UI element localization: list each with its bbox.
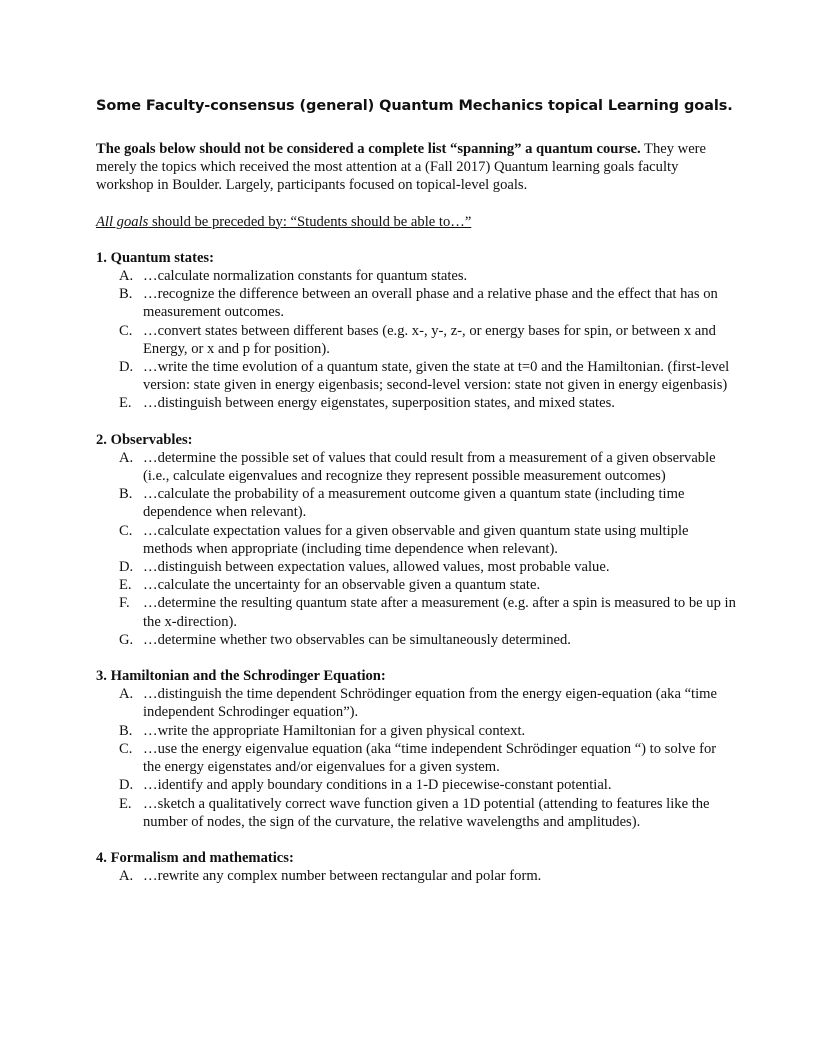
goal-letter: C. (119, 522, 133, 539)
section-heading: 2. Observables: (96, 431, 193, 448)
goal-letter: A. (119, 868, 134, 885)
goal-text: …calculate normalization constants for quantum states. (143, 268, 468, 285)
goal-letter: B. (119, 486, 133, 503)
goal-item (96, 485, 736, 521)
goal-item (96, 740, 736, 776)
goal-item (96, 867, 736, 885)
goal-letter: C. (119, 322, 133, 339)
goal-letter: D. (119, 359, 134, 376)
section-heading: 1. Quantum states: (96, 249, 214, 266)
goal-text: …rewrite any complex number between rectangular and polar form. (143, 868, 542, 885)
goal-item (96, 558, 736, 576)
goal-text: …distinguish between expectation values, allowed values, most probable value. (143, 559, 610, 576)
goal-text: …recognize the difference between an overall phase and a relative phase and the effect that has on measurement outcomes. (143, 286, 718, 321)
goal-item (96, 594, 736, 630)
goal-text: …distinguish the time dependent Schrödinger equation from the energy eigen-equation (aka “time independent Schrodinger equation”). (143, 686, 717, 721)
goal-text: …identify and apply boundary conditions in a 1-D piecewise-constant potential. (143, 777, 612, 794)
learning-goals-section (96, 667, 736, 831)
goal-letter: F. (119, 595, 130, 612)
goal-item (96, 631, 736, 649)
goal-item (96, 394, 736, 412)
goal-letter: D. (119, 559, 134, 576)
goal-item (96, 776, 736, 794)
intro-text: They were merely the topics which received the most attention at a (Fall 2017) Quantum learning goals faculty workshop in Boulder. Largely, participants focused on topical-level goals. (96, 141, 707, 194)
document-title: Some Faculty-consensus (general) Quantum Mechanics topical Learning goals. (96, 98, 733, 114)
goal-letter: G. (119, 631, 134, 648)
goal-item (96, 722, 736, 740)
intro-bold-statement: The goals below should not be considered a complete list “spanning” a quantum course. (96, 141, 641, 157)
goal-letter: E. (119, 577, 132, 594)
document-page (96, 96, 736, 903)
goal-letter: C. (119, 740, 133, 757)
goal-item (96, 685, 736, 721)
goal-text: …write the time evolution of a quantum state, given the state at t=0 and the Hamiltonian. (first-level version: state given in energy eigenbasis; second-level version: state not given in energy eigenbasis) (143, 359, 730, 394)
learning-goals-section (96, 431, 736, 649)
goal-letter: E. (119, 795, 132, 812)
goal-text: …use the energy eigenvalue equation (aka “time independent Schrödinger equation “) to solve for the energy eigenstates and/or eigenvalues for a given system. (143, 740, 717, 776)
intro-paragraph (96, 140, 736, 195)
goal-letter: A. (119, 268, 134, 285)
goal-text: …calculate the uncertainty for an observable given a quantum state. (143, 577, 541, 594)
goal-text: …distinguish between energy eigenstates, superposition states, and mixed states. (143, 395, 615, 412)
goal-item (96, 285, 736, 321)
goal-letter: E. (119, 395, 132, 412)
goal-item (96, 522, 736, 558)
sections-container (96, 249, 736, 886)
goal-letter: A. (119, 686, 134, 703)
goal-letter: B. (119, 286, 133, 303)
goal-text: …calculate the probability of a measurement outcome given a quantum state (including time dependence when relevant). (143, 486, 685, 521)
goal-letter: D. (119, 777, 134, 794)
preface-rest: should be preceded by: “Students should be able to…” (148, 213, 472, 230)
preface-line (96, 213, 736, 231)
goal-item (96, 795, 736, 831)
learning-goals-section (96, 249, 736, 413)
goal-text: …determine the resulting quantum state after a measurement (e.g. after a spin is measured to be up in the x-direction). (143, 595, 736, 630)
goal-text: …determine whether two observables can be simultaneously determined. (143, 631, 571, 648)
goal-text: …determine the possible set of values that could result from a measurement of a given observable (i.e., calculate eigenvalues and recognize they represent possible measurement outcomes) (143, 449, 716, 485)
goal-item (96, 322, 736, 358)
goal-item (96, 267, 736, 285)
section-heading: 4. Formalism and mathematics: (96, 849, 294, 866)
goal-item (96, 358, 736, 394)
goal-letter: A. (119, 449, 134, 466)
goal-item (96, 449, 736, 485)
goal-text: …write the appropriate Hamiltonian for a given physical context. (143, 722, 526, 739)
goal-text: …sketch a qualitatively correct wave function given a 1D potential (attending to features like the number of nodes, the sign of the curvature, the relative wavelengths and amplitudes). (143, 795, 710, 830)
goal-text: …convert states between different bases (e.g. x-, y-, z-, or energy bases for spin, or between x and Energy, or x and p for position). (143, 322, 716, 357)
goal-letter: B. (119, 722, 133, 739)
learning-goals-section (96, 849, 736, 885)
section-heading: 3. Hamiltonian and the Schrodinger Equation: (96, 668, 386, 685)
goal-item (96, 576, 736, 594)
preface-italic: All goals (96, 213, 149, 230)
goal-text: …calculate expectation values for a given observable and given quantum state using multiple methods when appropriate (including time dependence when relevant). (143, 522, 689, 557)
